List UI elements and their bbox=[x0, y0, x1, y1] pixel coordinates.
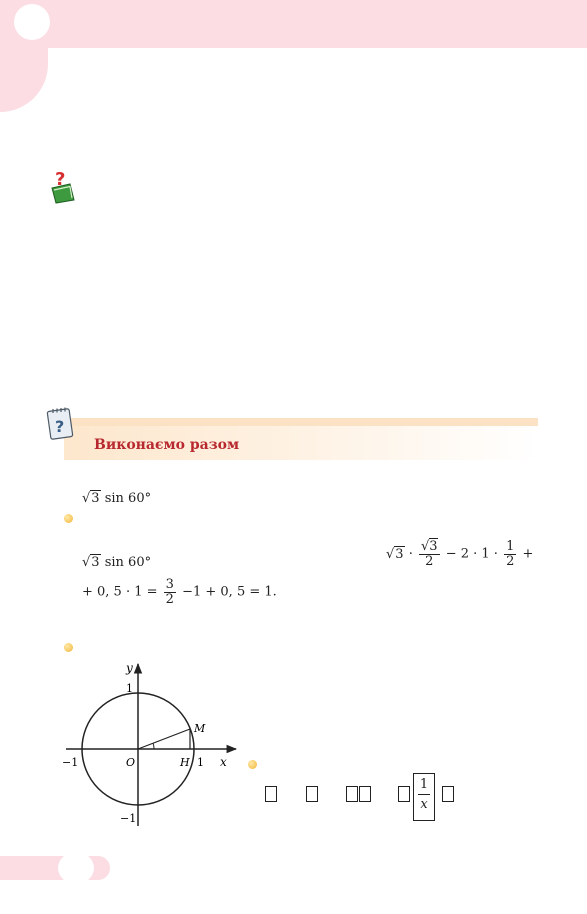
radius-om bbox=[138, 729, 190, 749]
x-axis-label: x bbox=[220, 755, 227, 769]
tick-left: −1 bbox=[62, 756, 79, 769]
svg-text:?: ? bbox=[55, 169, 66, 190]
header-side-tab bbox=[0, 40, 48, 112]
panel-top-strip bbox=[64, 418, 538, 426]
tick-bottom: −1 bbox=[120, 812, 137, 825]
header-circle bbox=[14, 4, 50, 40]
tick-top: 1 bbox=[126, 682, 133, 695]
sqrt-sign: √3 bbox=[82, 491, 100, 506]
origin-label: O bbox=[126, 756, 136, 769]
placeholder-box bbox=[265, 786, 277, 802]
placeholder-box bbox=[359, 786, 371, 802]
point-h-label: H bbox=[180, 756, 190, 769]
example-expression bbox=[82, 490, 151, 506]
point-m-label: M bbox=[194, 722, 206, 735]
tick-right: 1 bbox=[197, 756, 204, 769]
footer-page-circle bbox=[58, 852, 94, 884]
header-band bbox=[0, 0, 587, 48]
bullet-marker bbox=[64, 514, 73, 523]
angle-arc bbox=[153, 743, 154, 749]
fraction-box: 1 x bbox=[413, 773, 435, 821]
bullet-marker bbox=[248, 760, 257, 769]
placeholder-box bbox=[398, 786, 410, 802]
notepad-question-icon bbox=[46, 406, 76, 442]
question-folder-icon bbox=[50, 168, 76, 204]
placeholder-box bbox=[306, 786, 318, 802]
solution-line-3: + 0, 5 · 1 = $\frac{3}{2}$ −1 + 0, 5 = 1. bbox=[82, 577, 277, 607]
unit-circle-diagram bbox=[60, 660, 250, 830]
placeholder-box bbox=[346, 786, 358, 802]
solution-lhs: √3 sin 60° bbox=[82, 555, 152, 570]
expr-tail: sin 60° bbox=[104, 491, 152, 506]
placeholder-box bbox=[442, 786, 454, 802]
panel-title: Виконаємо разом bbox=[94, 437, 240, 453]
solution-rhs: √3 · $\frac{√3}{2}$ − 2 · 1 · $\frac{1}{2}$ + bbox=[386, 539, 534, 569]
y-axis-label: y bbox=[126, 661, 133, 675]
svg-text:?: ? bbox=[55, 417, 65, 436]
bullet-marker bbox=[64, 643, 73, 652]
